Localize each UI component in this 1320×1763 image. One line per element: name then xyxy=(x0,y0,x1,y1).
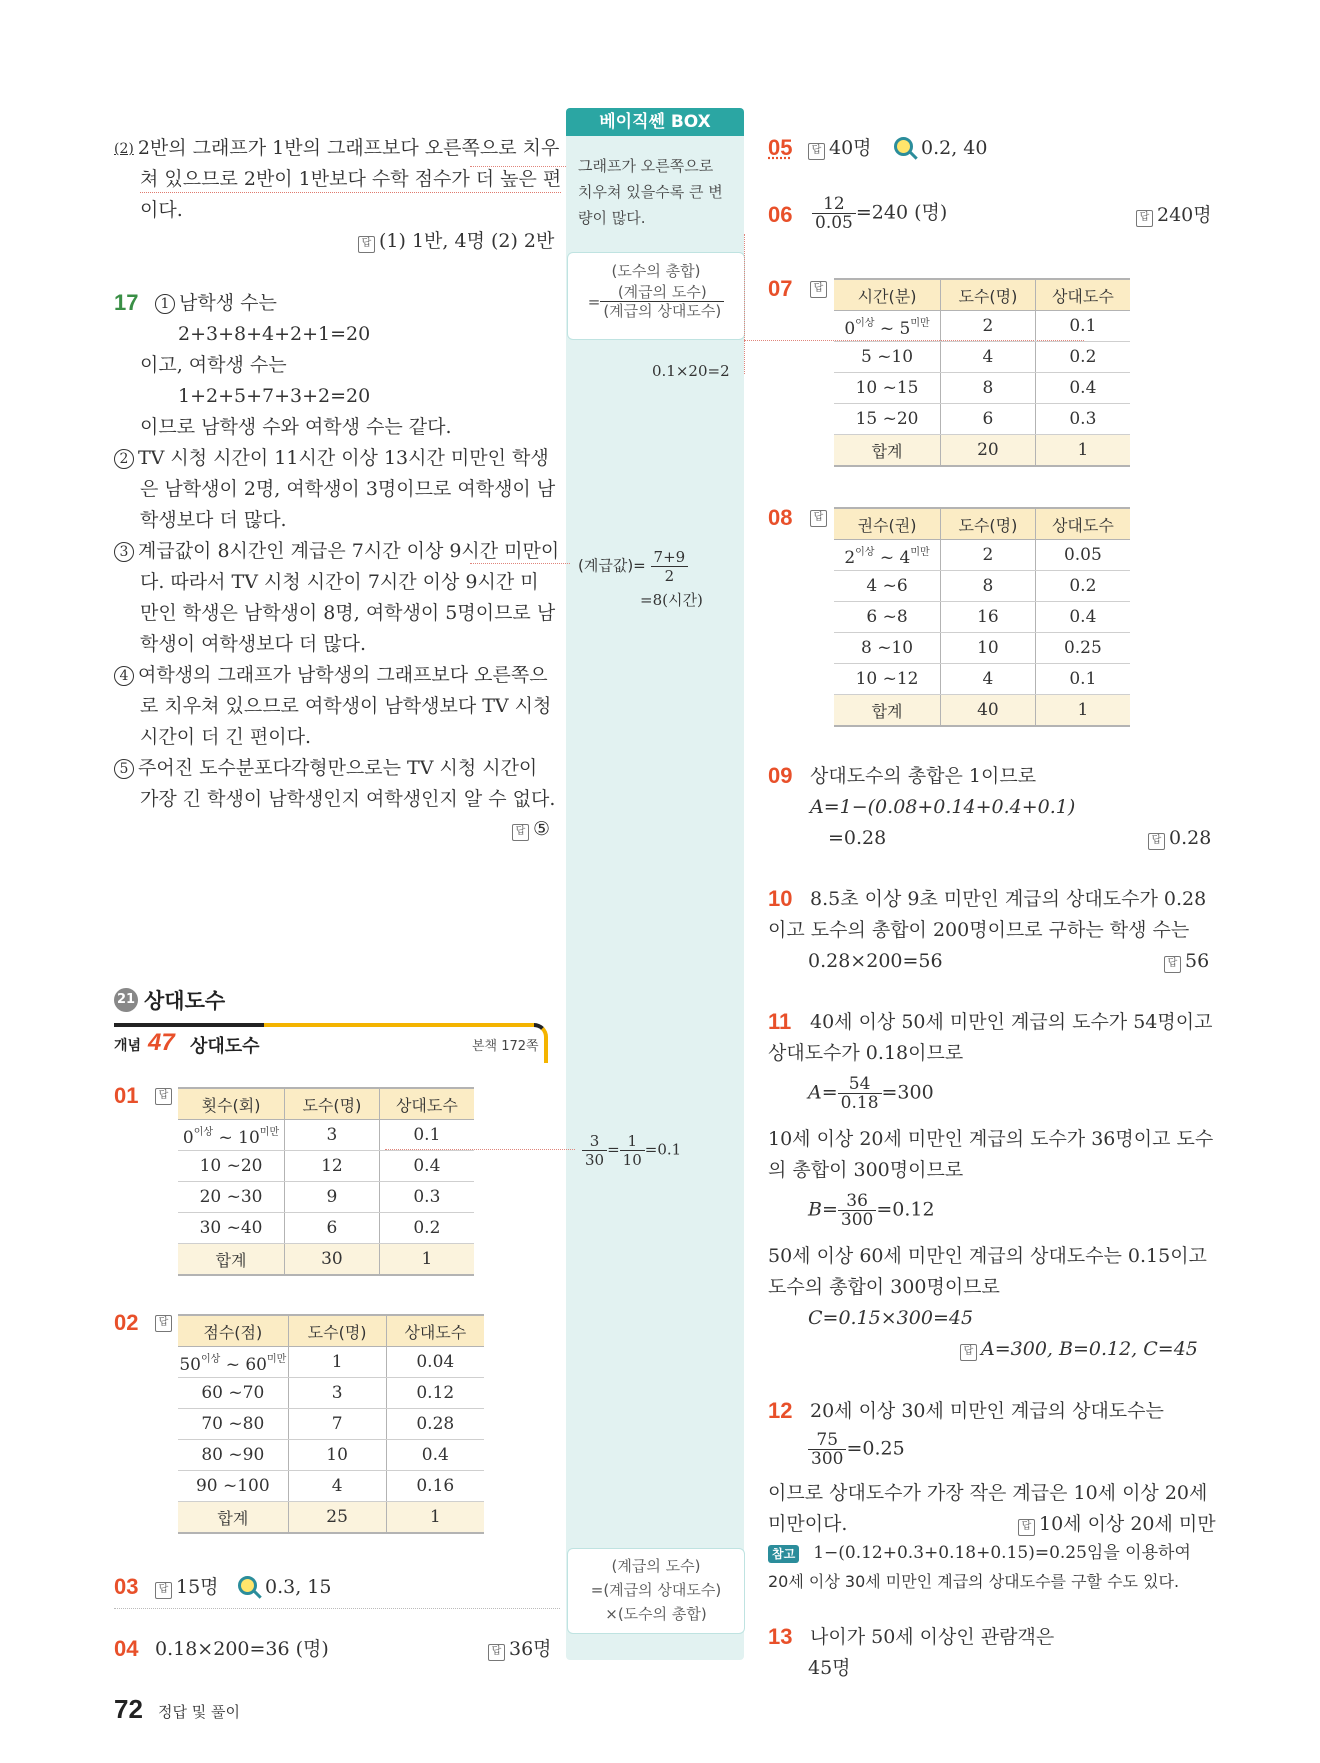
answer-icon: 답 xyxy=(512,824,529,841)
table-cell: 8 ~10 xyxy=(834,633,941,664)
concept-number: 47 xyxy=(148,1029,175,1056)
problem-number: 02 xyxy=(114,1310,139,1335)
section-badge: 21 xyxy=(114,988,138,1012)
text-line: A=1−(0.08+0.14+0.4+0.1) xyxy=(810,796,1076,818)
table-row xyxy=(178,1213,474,1244)
text-line: 2 TV 시청 시간이 11시간 이상 13시간 미만인 학생 xyxy=(114,445,549,471)
table-row xyxy=(834,342,1130,373)
text-line: 2+3+8+4+2+1=20 xyxy=(178,323,371,345)
table-cell: 16 xyxy=(941,602,1036,633)
table-cell: 10 ~12 xyxy=(834,664,941,695)
answer-03: 답 15명 xyxy=(155,1574,219,1600)
text-line: 가장 긴 학생이 남학생인지 여학생인지 알 수 없다. xyxy=(140,788,556,810)
table-cell: 1 xyxy=(288,1347,386,1378)
frequency-table-08 xyxy=(834,507,1130,727)
text-line: =0.28 xyxy=(828,827,887,849)
problem-number: 06 xyxy=(768,202,793,227)
problem-number: 03 xyxy=(114,1574,139,1599)
text-line: 나이가 50세 이상인 관람객은 xyxy=(810,1626,1055,1648)
text-line: 0.18×200=36 (명) xyxy=(155,1638,329,1660)
table-cell: 0.05 xyxy=(1035,540,1130,571)
answer-icon: 답 xyxy=(1164,956,1181,973)
table-cell: $2^{이상}$ ~ $4^{미만}$ xyxy=(834,540,941,571)
table-cell: 4 xyxy=(941,664,1036,695)
hint-05: 0.2, 40 xyxy=(894,135,987,161)
problem-number: 13 xyxy=(768,1624,793,1649)
text-line: 0.28×200=56 xyxy=(808,950,943,972)
text-line: 학생이 여학생보다 더 많다. xyxy=(140,633,367,655)
table-cell: 1 xyxy=(1035,695,1130,727)
table-cell: 0.12 xyxy=(386,1378,484,1409)
text-line: 로 치우쳐 있으므로 여학생이 남학생보다 TV 시청 xyxy=(140,695,552,717)
table-cell: $50^{이상}$ ~ $60^{미만}$ xyxy=(178,1347,288,1378)
concept-title: 상대도수 xyxy=(190,1036,260,1057)
table-cell: 합계 xyxy=(834,435,941,467)
table-cell: 6 xyxy=(941,404,1036,435)
table-cell: 10 xyxy=(288,1440,386,1471)
answer-icon: 답 xyxy=(810,281,827,298)
answer-11: 답 A=300, B=0.12, C=45 xyxy=(960,1336,1198,1362)
table-cell: 4 xyxy=(941,342,1036,373)
problem-number: 17 xyxy=(114,290,139,315)
text-line: (2) 2반의 그래프가 1반의 그래프보다 오른쪽으로 치우 xyxy=(114,137,560,159)
answer-icon: 답 xyxy=(155,1088,172,1105)
text-line: 1+2+5+7+3+2=20 xyxy=(178,385,371,407)
answer-17: 답 ⑤ xyxy=(512,816,550,842)
table-cell: 20 xyxy=(941,435,1036,467)
formula-box-total: (도수의 총합) = $\frac{\text{(계급의 도수)}}{\text{(계급의 상대도수)}}$ xyxy=(567,252,745,340)
answer-12: 답 10세 이상 20세 미만 xyxy=(1018,1511,1216,1537)
table-row xyxy=(178,1120,474,1151)
table-row xyxy=(834,571,1130,602)
text-line: 다. 따라서 TV 시청 시간이 7시간 이상 9시간 미 xyxy=(140,571,539,593)
text-line: 5 주어진 도수분포다각형만으로는 TV 시청 시간이 xyxy=(114,755,537,781)
text-line: 10세 이상 20세 미만인 계급의 도수가 36명이고 도수 xyxy=(768,1128,1214,1150)
table-row xyxy=(178,1151,474,1182)
text-line: C=0.15×300=45 xyxy=(808,1307,974,1329)
table-cell: 9 xyxy=(285,1182,380,1213)
table-row xyxy=(834,633,1130,664)
table-row xyxy=(834,404,1130,435)
table-header: 도수(명) xyxy=(941,279,1036,311)
answer-icon: 답 xyxy=(488,1644,505,1661)
text-line: 쳐 있으므로 2반이 1반보다 수학 점수가 더 높은 편 xyxy=(140,166,561,193)
table-row xyxy=(178,1440,484,1471)
hint-03: 0.3, 15 xyxy=(238,1574,331,1600)
text-line: 이므로 상대도수가 가장 작은 계급은 10세 이상 20세 xyxy=(768,1482,1208,1504)
answer-05: 답 40명 xyxy=(808,135,872,161)
calc-12: $\frac{75}{300}$ =0.25 xyxy=(808,1431,905,1468)
text-line: 학생보다 더 많다. xyxy=(140,509,287,531)
frequency-table-01 xyxy=(178,1087,474,1276)
table-cell: 30 ~40 xyxy=(178,1213,285,1244)
answer-16: 답 (1) 1반, 4명 (2) 2반 xyxy=(358,228,554,254)
table-cell: 30 xyxy=(285,1244,380,1276)
table-cell: 80 ~90 xyxy=(178,1440,288,1471)
text-line: 의 총합이 300명이므로 xyxy=(768,1159,964,1181)
table-cell: 0.4 xyxy=(386,1440,484,1471)
table-cell: 4 ~6 xyxy=(834,571,941,602)
calc-06: $\frac{12}{0.05}$ =240 (명) xyxy=(812,195,947,232)
answer-icon: 답 xyxy=(1148,833,1165,850)
concept-reference: 본책 172쪽 xyxy=(472,1039,539,1054)
table-cell: 0.4 xyxy=(379,1151,474,1182)
table-row xyxy=(178,1409,484,1440)
answer-09: 답 0.28 xyxy=(1148,825,1211,851)
table-header: 상대도수 xyxy=(379,1088,474,1120)
magnifier-icon xyxy=(894,137,913,156)
connector xyxy=(744,234,759,374)
answer-icon: 답 xyxy=(358,236,375,253)
table-cell: 합계 xyxy=(834,695,941,727)
text-line: 40세 이상 50세 미만인 계급의 도수가 54명이고 xyxy=(810,1011,1213,1033)
table-header: 권수(권) xyxy=(834,508,941,540)
text-line: 만인 학생은 남학생이 8명, 여학생이 5명이므로 남 xyxy=(140,602,556,624)
table-cell: 10 ~15 xyxy=(834,373,941,404)
problem-number: 01 xyxy=(114,1083,139,1108)
page-number: 72 xyxy=(114,1694,143,1724)
table-cell: 15 ~20 xyxy=(834,404,941,435)
calc-B: B= $\frac{36}{300}$ =0.12 xyxy=(808,1191,935,1230)
table-total-row xyxy=(178,1502,484,1534)
table-header: 상대도수 xyxy=(386,1315,484,1347)
answer-icon: 답 xyxy=(808,143,825,160)
side-calc-1: 0.1×20=2 xyxy=(652,362,730,380)
text-line: 이므로 남학생 수와 여학생 수는 같다. xyxy=(140,416,452,438)
table-row xyxy=(178,1471,484,1502)
concept-label: 개념 xyxy=(114,1038,142,1054)
table-cell: 7 xyxy=(288,1409,386,1440)
table-cell: 0.1 xyxy=(379,1120,474,1151)
text-line: 3 계급값이 8시간인 계급은 7시간 이상 9시간 미만이 xyxy=(114,538,559,564)
table-cell: 0.3 xyxy=(379,1182,474,1213)
side-box-title: 베이직쎈 BOX xyxy=(566,108,744,136)
table-row xyxy=(834,602,1130,633)
table-cell: 0.4 xyxy=(1035,373,1130,404)
text-line: 4 여학생의 그래프가 남학생의 그래프보다 오른쪽으 xyxy=(114,662,548,688)
answer-icon: 답 xyxy=(155,1582,172,1599)
section-heading xyxy=(114,985,225,1015)
text-line: 45명 xyxy=(808,1657,851,1679)
answer-icon: 답 xyxy=(1018,1519,1035,1536)
table-row xyxy=(834,540,1130,571)
table-cell: 1 xyxy=(1035,435,1130,467)
table-total-row xyxy=(178,1244,474,1276)
side-calc-2: (계급값)= $\frac{7+9}{2}$ xyxy=(578,548,688,585)
text-line: 이고 도수의 총합이 200명이므로 구하는 학생 수는 xyxy=(768,919,1190,941)
problem-number: 07 xyxy=(768,276,793,301)
concept-bar xyxy=(114,1023,548,1063)
text-line: 상대도수가 0.18이므로 xyxy=(768,1042,964,1064)
table-row xyxy=(834,373,1130,404)
text-line: 이고, 여학생 수는 xyxy=(140,354,287,376)
table-cell: 3 xyxy=(285,1120,380,1151)
table-cell: 60 ~70 xyxy=(178,1378,288,1409)
table-row xyxy=(178,1347,484,1378)
table-cell: 0.2 xyxy=(1035,571,1130,602)
text-line: 20세 이상 30세 미만인 계급의 상대도수는 xyxy=(810,1400,1164,1422)
table-total-row xyxy=(834,435,1130,467)
table-cell: 0.28 xyxy=(386,1409,484,1440)
table-cell: 8 xyxy=(941,571,1036,602)
formula-box-frequency: (계급의 도수) =(계급의 상대도수) ×(도수의 총합) xyxy=(567,1548,745,1634)
text-line: 1 남학생 수는 xyxy=(155,290,277,316)
table-cell: 0.16 xyxy=(386,1471,484,1502)
table-cell: 6 xyxy=(285,1213,380,1244)
page-label: 정답 및 풀이 xyxy=(158,1703,240,1721)
text-line: 시간이 더 긴 편이다. xyxy=(140,726,311,748)
problem-number: 04 xyxy=(114,1636,139,1661)
answer-10: 답 56 xyxy=(1164,948,1209,974)
table-cell: 합계 xyxy=(178,1244,285,1276)
table-cell: 2 xyxy=(941,311,1036,342)
table-cell: 0.04 xyxy=(386,1347,484,1378)
table-cell: 0.2 xyxy=(379,1213,474,1244)
problem-number: 08 xyxy=(768,505,793,530)
table-cell: 3 xyxy=(288,1378,386,1409)
side-calc-2-result: =8(시간) xyxy=(640,591,703,609)
problem-number: 09 xyxy=(768,763,793,788)
problem-number: 05 xyxy=(768,135,793,160)
table-header: 점수(점) xyxy=(178,1315,288,1347)
table-total-row xyxy=(834,695,1130,727)
table-cell: 70 ~80 xyxy=(178,1409,288,1440)
table-cell: 20 ~30 xyxy=(178,1182,285,1213)
problem-number: 11 xyxy=(768,1009,792,1034)
table-cell: 0.1 xyxy=(1035,311,1130,342)
table-cell: 5 ~10 xyxy=(834,342,941,373)
table-header: 시간(분) xyxy=(834,279,941,311)
table-row xyxy=(178,1378,484,1409)
text-line: 이다. xyxy=(140,199,183,221)
frequency-table-02 xyxy=(178,1314,484,1534)
table-cell: 12 xyxy=(285,1151,380,1182)
table-cell: 6 ~8 xyxy=(834,602,941,633)
table-cell: 0.1 xyxy=(1035,664,1130,695)
table-row xyxy=(834,311,1130,342)
answer-04: 답 36명 xyxy=(488,1636,552,1662)
table-header: 횟수(회) xyxy=(178,1088,285,1120)
answer-icon: 답 xyxy=(155,1315,172,1332)
section-title: 상대도수 xyxy=(144,989,226,1013)
magnifier-icon xyxy=(238,1576,257,1595)
reference-badge: 참고 xyxy=(768,1545,799,1563)
table-cell: 0.25 xyxy=(1035,633,1130,664)
text-line: 50세 이상 60세 미만인 계급의 상대도수는 0.15이고 xyxy=(768,1245,1207,1267)
text-line: 20세 이상 30세 미만인 계급의 상대도수를 구할 수도 있다. xyxy=(768,1572,1180,1591)
divider xyxy=(114,1608,560,1609)
table-row xyxy=(178,1182,474,1213)
text-line: 상대도수의 총합은 1이므로 xyxy=(810,765,1037,787)
table-cell: 10 ~20 xyxy=(178,1151,285,1182)
table-cell: $0^{이상}$ ~ $10^{미만}$ xyxy=(178,1120,285,1151)
table-header: 도수(명) xyxy=(285,1088,380,1120)
table-cell: 2 xyxy=(941,540,1036,571)
calc-A: A= $\frac{54}{0.18}$ =300 xyxy=(808,1074,934,1113)
problem-number: 12 xyxy=(768,1398,793,1423)
answer-06: 답 240명 xyxy=(1136,202,1212,228)
frequency-table-07 xyxy=(834,278,1130,467)
text-line: 미만이다. xyxy=(768,1513,848,1535)
table-cell: 25 xyxy=(288,1502,386,1534)
answer-icon: 답 xyxy=(960,1344,977,1361)
table-cell: 합계 xyxy=(178,1502,288,1534)
problem-number: 10 xyxy=(768,886,793,911)
table-header: 도수(명) xyxy=(288,1315,386,1347)
side-calc-3: $\frac{3}{30}$ = $\frac{1}{10}$ =0.1 xyxy=(582,1132,681,1169)
table-cell: 1 xyxy=(386,1502,484,1534)
table-row xyxy=(834,664,1130,695)
answer-icon: 답 xyxy=(1136,210,1153,227)
reference-note: 참고 1−(0.12+0.3+0.18+0.15)=0.25임을 이용하여 xyxy=(768,1540,1191,1566)
side-box-text: 그래프가 오른쪽으로 치우쳐 있을수록 큰 변 량이 많다. xyxy=(578,157,723,227)
table-cell: 1 xyxy=(379,1244,474,1276)
text-line: 8.5초 이상 9초 미만인 계급의 상대도수가 0.28 xyxy=(810,888,1207,910)
answer-icon: 답 xyxy=(810,510,827,527)
table-cell: 8 xyxy=(941,373,1036,404)
table-cell: 0.3 xyxy=(1035,404,1130,435)
table-cell: 10 xyxy=(941,633,1036,664)
table-cell: 90 ~100 xyxy=(178,1471,288,1502)
table-header: 상대도수 xyxy=(1035,279,1130,311)
side-column xyxy=(566,110,744,1660)
table-cell: $0^{이상}$ ~ $5^{미만}$ xyxy=(834,311,941,342)
table-header: 상대도수 xyxy=(1035,508,1130,540)
table-header: 도수(명) xyxy=(941,508,1036,540)
table-cell: 0.2 xyxy=(1035,342,1130,373)
table-cell: 0.4 xyxy=(1035,602,1130,633)
table-cell: 4 xyxy=(288,1471,386,1502)
text-line: 은 남학생이 2명, 여학생이 3명이므로 여학생이 남 xyxy=(140,478,556,500)
text-line: 도수의 총합이 300명이므로 xyxy=(768,1276,1000,1298)
table-cell: 40 xyxy=(941,695,1036,727)
